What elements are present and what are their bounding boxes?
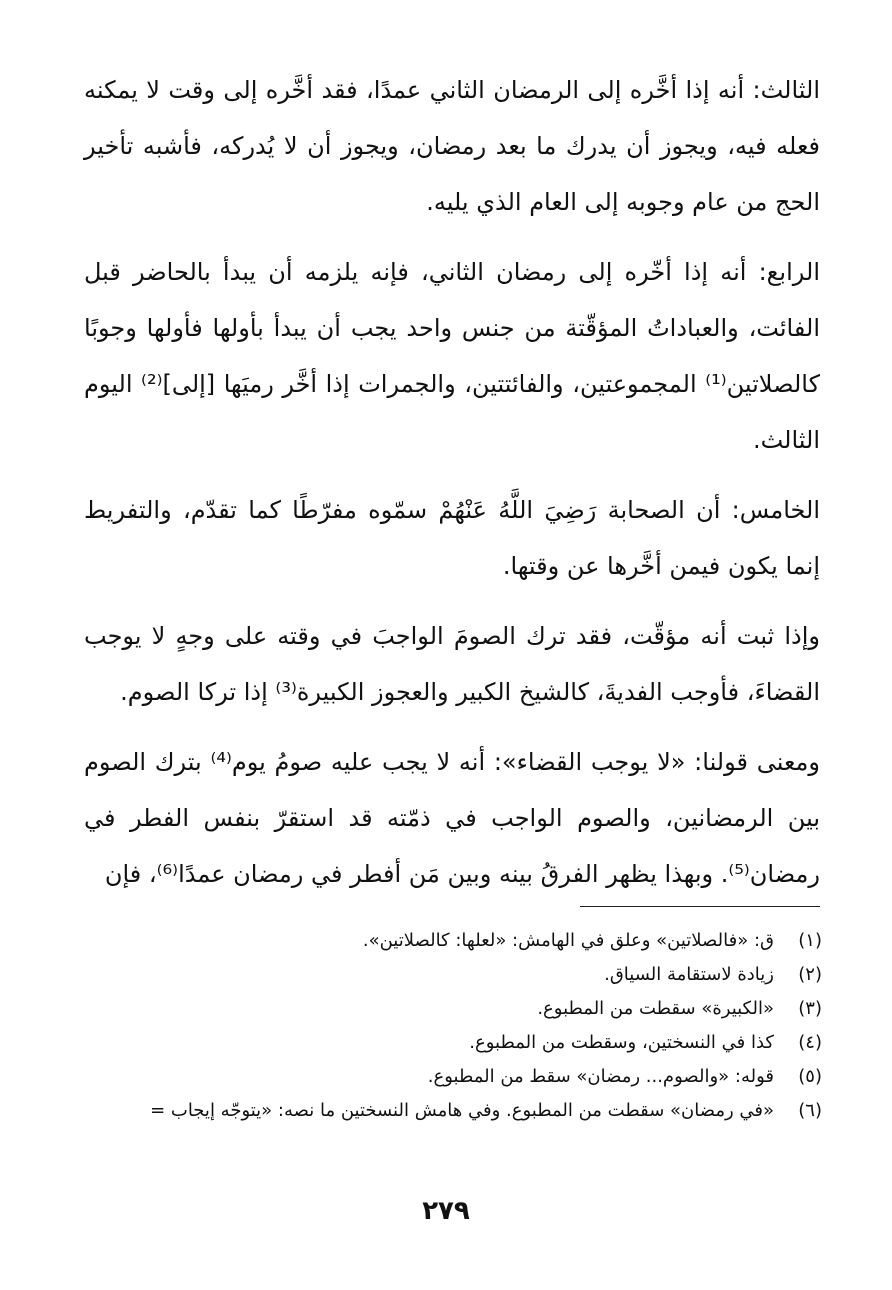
paragraph-meaning: ومعنى قولنا: «لا يوجب القضاء»: أنه لا يجب عليه صومُ يوم⁽⁴⁾ بترك الصوم بين الرمضانين، والصوم الواجب في ذمّته قد استقرّ بنفس الفطر في رمضان⁽⁵⁾. وبهذا يظهر الفرقُ بينه وبين مَن أفطر في رمضان عمدًا⁽⁶⁾، فإن xyxy=(84,748,820,888)
footnote-item xyxy=(70,924,822,958)
footnote-item xyxy=(70,1026,822,1060)
footnote-number: (٤) xyxy=(798,1032,822,1053)
footnote-text: زيادة لاستقامة السياق. xyxy=(604,964,774,985)
footnote-text: كذا في النسختين، وسقطت من المطبوع. xyxy=(469,1032,774,1053)
footnotes xyxy=(70,924,822,1128)
footnote-number: (٥) xyxy=(798,1066,822,1087)
footnote-separator xyxy=(580,906,820,907)
footnote-number: (٦) xyxy=(798,1100,822,1121)
footnote-number: (٢) xyxy=(798,964,822,985)
footnote-item xyxy=(70,1060,822,1094)
paragraph-fourth: الرابع: أنه إذا أخّره إلى رمضان الثاني، فإنه يلزمه أن يبدأ بالحاضر قبل الفائت، والعباداتُ المؤقّتة من جنس واحد يجب أن يبدأ بأولها فأولها وجوبًا كالصلاتين⁽¹⁾ المجموعتين، والفائتتين، والجمرات إذا أخَّر رميَها [إلى]⁽²⁾ اليوم الثالث. xyxy=(84,258,820,454)
footnote-text: «في رمضان» سقطت من المطبوع. وفي هامش النسختين ما نصه: «يتوجّه إيجاب = xyxy=(150,1100,774,1121)
page-number: ٢٧٩ xyxy=(422,1196,470,1226)
footnote-text: «الكبيرة» سقطت من المطبوع. xyxy=(537,998,774,1019)
footnote-item xyxy=(70,1094,822,1128)
footnote-text: قوله: «والصوم... رمضان» سقط من المطبوع. xyxy=(427,1066,774,1087)
footnote-text: ق: «فالصلاتين» وعلق في الهامش: «لعلها: كالصلاتين». xyxy=(362,930,774,951)
footnote-item xyxy=(70,958,822,992)
paragraph-fifth: الخامس: أن الصحابة رَضِيَ اللَّهُ عَنْهُمْ سمّوه مفرّطًا كما تقدّم، والتفريط إنما يكون فيمن أخَّرها عن وقتها. xyxy=(84,496,820,580)
footnote-number: (٣) xyxy=(798,998,822,1019)
footnote-number: (١) xyxy=(798,930,822,951)
footnote-item xyxy=(70,992,822,1026)
main-text xyxy=(84,62,820,916)
paragraph-fixed-time: وإذا ثبت أنه مؤقّت، فقد ترك الصومَ الواجبَ في وقته على وجهٍ لا يوجب القضاءَ، فأوجب الفديةَ، كالشيخ الكبير والعجوز الكبيرة⁽³⁾ إذا تركا الصوم. xyxy=(84,622,820,706)
paragraph-third: الثالث: أنه إذا أخَّره إلى الرمضان الثاني عمدًا، فقد أخَّره إلى وقت لا يمكنه فعله فيه، ويجوز أن يدرك ما بعد رمضان، ويجوز أن لا يُدركه، فأشبه تأخير الحج من عام وجوبه إلى العام الذي يليه. xyxy=(84,76,820,216)
